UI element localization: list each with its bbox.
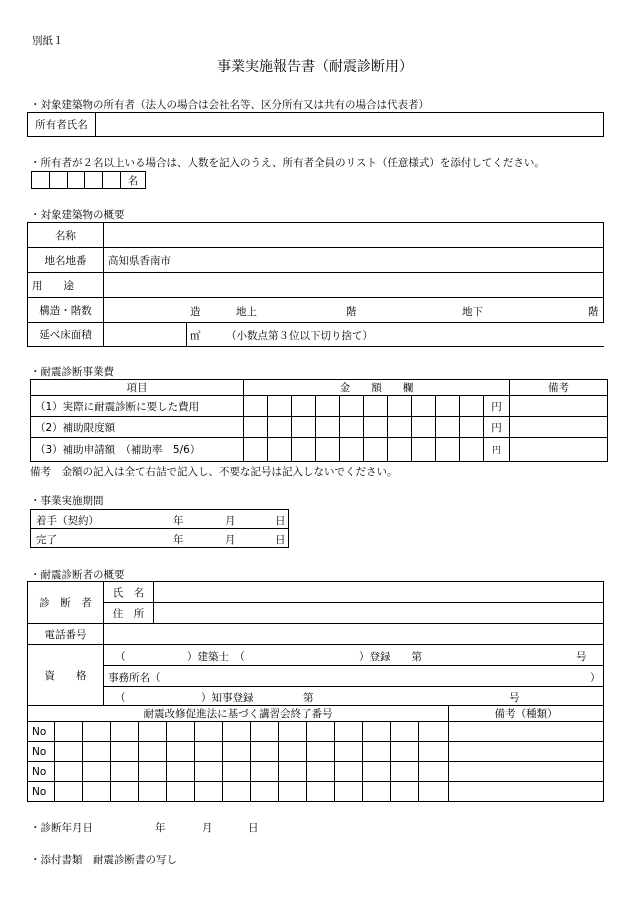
- period-start-row[interactable]: [31, 510, 289, 529]
- course-digit[interactable]: [167, 762, 195, 782]
- course-digit[interactable]: [223, 742, 251, 762]
- amount-digit[interactable]: [340, 417, 364, 438]
- amount-digit[interactable]: [436, 417, 460, 438]
- period-table: [30, 509, 289, 548]
- attachment-label: ・添付書類 耐震診断書の写し: [30, 854, 177, 866]
- period-year: 年: [173, 515, 184, 527]
- owner-table: [27, 112, 604, 137]
- owner-count-digit[interactable]: [49, 172, 67, 189]
- amount-digit[interactable]: [340, 438, 364, 462]
- course-digit[interactable]: [251, 742, 279, 762]
- course-digit[interactable]: [363, 762, 391, 782]
- cost-table: [30, 379, 608, 462]
- course-digit[interactable]: [223, 782, 251, 802]
- course-digit[interactable]: [139, 722, 167, 742]
- amount-digit[interactable]: [244, 417, 268, 438]
- owner-count-digit[interactable]: [103, 172, 121, 189]
- course-digit[interactable]: [335, 722, 363, 742]
- amount-digit[interactable]: [364, 438, 388, 462]
- course-digit[interactable]: [335, 782, 363, 802]
- course-digit[interactable]: [55, 782, 83, 802]
- floor-area-field[interactable]: [104, 323, 604, 347]
- owner-count-digit[interactable]: [67, 172, 85, 189]
- owner-name-field[interactable]: [96, 113, 604, 137]
- registration-no: ）登録 第: [359, 651, 422, 663]
- cost-row-note[interactable]: [510, 438, 608, 462]
- period-month: 月: [225, 534, 236, 546]
- diagnoser-address-label: 住 所: [104, 603, 154, 624]
- course-digit[interactable]: [139, 742, 167, 762]
- period-year: 年: [173, 534, 184, 546]
- office-name-label: 事務所名（: [108, 672, 161, 684]
- amount-digit[interactable]: [316, 396, 340, 417]
- owner-heading: ・対象建築物の所有者（法人の場合は会社名等、区分所有又は共有の場合は代表者）: [30, 99, 429, 111]
- amount-digit[interactable]: [268, 396, 292, 417]
- amount-digit[interactable]: [292, 417, 316, 438]
- period-heading: ・事業実施期間: [30, 495, 104, 507]
- period-end-label: 完了: [36, 534, 57, 546]
- course-digit[interactable]: [307, 762, 335, 782]
- course-digit[interactable]: [307, 782, 335, 802]
- phone-label: 電話番号: [28, 624, 104, 645]
- go-suffix: 号: [576, 651, 587, 663]
- course-row: [28, 722, 604, 742]
- course-digit[interactable]: [111, 742, 139, 762]
- office-row[interactable]: [104, 666, 604, 687]
- cost-row: [31, 417, 608, 438]
- owner-count-digit[interactable]: [85, 172, 103, 189]
- structure-zo: 造: [190, 306, 201, 318]
- period-day: 日: [275, 515, 286, 527]
- building-address-label: 地名地番: [28, 248, 104, 273]
- course-digit[interactable]: [391, 742, 419, 762]
- cost-col-note: 備考: [510, 380, 608, 396]
- course-digit[interactable]: [363, 782, 391, 802]
- course-digit[interactable]: [223, 762, 251, 782]
- course-digit[interactable]: [195, 782, 223, 802]
- diagnoser-name-field[interactable]: [154, 582, 604, 603]
- course-row: [28, 742, 604, 762]
- diagnosis-date-label: ・診断年月日: [30, 822, 93, 834]
- phone-field[interactable]: [104, 624, 604, 645]
- amount-digit[interactable]: [268, 417, 292, 438]
- amount-digit[interactable]: [340, 396, 364, 417]
- period-end-row[interactable]: [31, 529, 289, 548]
- course-digit[interactable]: [419, 762, 449, 782]
- course-digit[interactable]: [335, 742, 363, 762]
- no-label: No: [28, 722, 55, 742]
- course-digit[interactable]: [223, 722, 251, 742]
- course-digit[interactable]: [307, 722, 335, 742]
- course-digit[interactable]: [279, 722, 307, 742]
- period-start-label: 着手（契約）: [36, 515, 99, 527]
- amount-digit[interactable]: [244, 438, 268, 462]
- amount-digit[interactable]: [388, 438, 412, 462]
- qualification-label: 資 格: [28, 645, 104, 706]
- amount-digit[interactable]: [388, 396, 412, 417]
- building-heading: ・対象建築物の概要: [30, 209, 125, 221]
- course-digit[interactable]: [419, 742, 449, 762]
- course-digit[interactable]: [167, 742, 195, 762]
- course-digit[interactable]: [363, 742, 391, 762]
- yen-unit: 円: [484, 438, 510, 462]
- amount-digit[interactable]: [244, 396, 268, 417]
- course-digit[interactable]: [335, 762, 363, 782]
- governor-row[interactable]: [104, 687, 604, 706]
- cost-heading: ・耐震診断事業費: [30, 366, 114, 378]
- building-structure-field[interactable]: [104, 298, 604, 323]
- course-note[interactable]: [449, 762, 604, 782]
- amount-digit[interactable]: [460, 396, 484, 417]
- yen-unit: 円: [484, 396, 510, 417]
- cost-footnote: 備考 金額の記入は全て右詰で記入し、不要な記号は記入しないでください。: [30, 466, 398, 478]
- governor-registration: ）知事登録: [201, 692, 254, 704]
- architect-type: ）建築士 （: [187, 651, 245, 663]
- course-digit[interactable]: [83, 742, 111, 762]
- amount-digit[interactable]: [292, 396, 316, 417]
- go-suffix: 号: [509, 692, 520, 704]
- course-digit[interactable]: [111, 782, 139, 802]
- diagnoser-name-label: 氏 名: [104, 582, 154, 603]
- building-structure-label: 構造・階数: [28, 298, 104, 323]
- course-digit[interactable]: [279, 762, 307, 782]
- amount-digit[interactable]: [316, 417, 340, 438]
- course-digit[interactable]: [139, 782, 167, 802]
- structure-below-label: 地下: [462, 306, 483, 318]
- course-digit[interactable]: [195, 722, 223, 742]
- amount-digit[interactable]: [436, 396, 460, 417]
- diagnoser-address-field[interactable]: [154, 603, 604, 624]
- date-month: 月: [202, 822, 213, 834]
- amount-digit[interactable]: [460, 417, 484, 438]
- course-digit[interactable]: [391, 722, 419, 742]
- course-digit[interactable]: [251, 762, 279, 782]
- amount-digit[interactable]: [412, 417, 436, 438]
- course-digit[interactable]: [251, 722, 279, 742]
- cost-row-label: （3）補助申請額 （補助率 5/6）: [31, 438, 244, 462]
- course-digit[interactable]: [391, 762, 419, 782]
- area-note: （小数点第３位以下切り捨て）: [226, 330, 373, 342]
- building-name-field[interactable]: [104, 223, 604, 248]
- no-label: No: [28, 762, 55, 782]
- course-digit[interactable]: [111, 722, 139, 742]
- amount-digit[interactable]: [292, 438, 316, 462]
- dai-label: 第: [303, 692, 314, 704]
- course-digit[interactable]: [167, 782, 195, 802]
- course-digit[interactable]: [55, 742, 83, 762]
- period-day: 日: [275, 534, 286, 546]
- structure-kai-above: 階: [346, 306, 357, 318]
- course-note[interactable]: [449, 782, 604, 802]
- date-year: 年: [155, 822, 166, 834]
- amount-digit[interactable]: [412, 438, 436, 462]
- building-name-label: 名称: [28, 223, 104, 248]
- cost-row: [31, 438, 608, 462]
- amount-digit[interactable]: [460, 438, 484, 462]
- course-digit[interactable]: [419, 722, 449, 742]
- cost-row-label: （2）補助限度額: [31, 417, 244, 438]
- course-digit[interactable]: [251, 782, 279, 802]
- owner-count-table: [31, 171, 146, 189]
- course-digit[interactable]: [83, 782, 111, 802]
- amount-digit[interactable]: [388, 417, 412, 438]
- cost-col-item: 項目: [31, 380, 244, 396]
- course-digit[interactable]: [55, 762, 83, 782]
- paren-open: （: [115, 692, 126, 704]
- no-label: No: [28, 782, 55, 802]
- course-digit[interactable]: [195, 762, 223, 782]
- course-digit[interactable]: [139, 762, 167, 782]
- amount-digit[interactable]: [268, 438, 292, 462]
- cost-row: [31, 396, 608, 417]
- period-month: 月: [225, 515, 236, 527]
- multi-owner-note: ・所有者が２名以上いる場合は、人数を記入のうえ、所有者全員のリスト（任意様式）を添付してください。: [30, 157, 545, 169]
- amount-digit[interactable]: [412, 396, 436, 417]
- diagnoser-label: 診 断 者: [28, 582, 104, 624]
- course-digit[interactable]: [195, 742, 223, 762]
- paren-open: （: [115, 651, 126, 663]
- course-digit[interactable]: [391, 782, 419, 802]
- course-digit[interactable]: [111, 762, 139, 782]
- course-digit[interactable]: [307, 742, 335, 762]
- course-note[interactable]: [449, 742, 604, 762]
- owner-count-unit: 名: [121, 172, 146, 189]
- amount-digit[interactable]: [316, 438, 340, 462]
- course-digit[interactable]: [83, 762, 111, 782]
- building-use-field[interactable]: [104, 273, 604, 298]
- architect-row[interactable]: [104, 645, 604, 666]
- yen-unit: 円: [484, 417, 510, 438]
- course-label: 耐震改修促進法に基づく講習会終了番号: [28, 706, 449, 722]
- course-row: [28, 782, 604, 802]
- cost-row-note[interactable]: [510, 396, 608, 417]
- structure-above-label: 地上: [236, 306, 257, 318]
- page-title: 事業実施報告書（耐震診断用）: [217, 59, 413, 75]
- structure-kai-below: 階: [588, 306, 599, 318]
- course-digit[interactable]: [279, 782, 307, 802]
- building-table: [27, 222, 604, 347]
- course-note[interactable]: [449, 722, 604, 742]
- course-digit[interactable]: [363, 722, 391, 742]
- building-use-label: 用 途: [28, 273, 104, 298]
- cost-row-label: （1）実際に耐震診断に要した費用: [31, 396, 244, 417]
- course-table: [27, 705, 604, 802]
- annex-label: 別紙１: [32, 35, 64, 47]
- amount-digit[interactable]: [436, 438, 460, 462]
- amount-digit[interactable]: [364, 417, 388, 438]
- diagnoser-heading: ・耐震診断者の概要: [30, 569, 125, 581]
- area-unit: ㎡: [190, 330, 201, 342]
- course-digit[interactable]: [167, 722, 195, 742]
- no-label: No: [28, 742, 55, 762]
- course-note-label: 備考（種類）: [449, 706, 604, 722]
- owner-count-digit[interactable]: [32, 172, 50, 189]
- diagnoser-table: [27, 581, 604, 706]
- course-digit[interactable]: [55, 722, 83, 742]
- course-digit[interactable]: [83, 722, 111, 742]
- course-row: [28, 762, 604, 782]
- floor-area-label: 延べ床面積: [28, 323, 104, 347]
- owner-name-label: 所有者氏名: [28, 113, 96, 137]
- course-digit[interactable]: [279, 742, 307, 762]
- paren-close: ）: [590, 672, 601, 684]
- date-day: 日: [248, 822, 259, 834]
- amount-digit[interactable]: [364, 396, 388, 417]
- building-address-field[interactable]: 高知県香南市: [104, 248, 604, 273]
- cost-col-amount: 金 額 欄: [244, 380, 510, 396]
- course-digit[interactable]: [419, 782, 449, 802]
- cost-row-note[interactable]: [510, 417, 608, 438]
